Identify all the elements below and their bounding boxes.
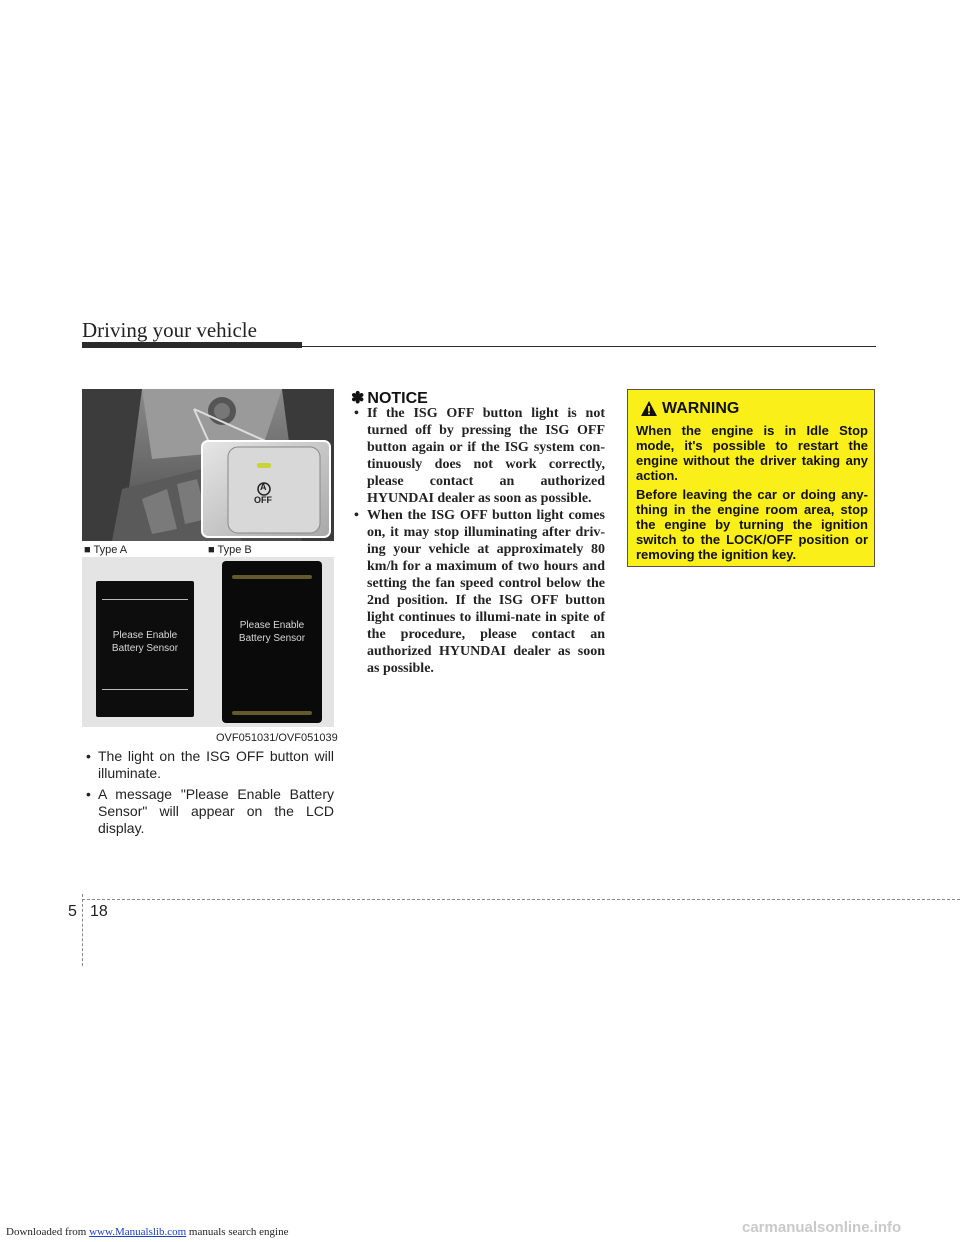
- notice-heading-text: NOTICE: [367, 390, 428, 407]
- lcd-type-a-bottom-line: [102, 689, 188, 690]
- warning-triangle-icon: [640, 400, 658, 418]
- chapter-number: 5: [68, 903, 77, 920]
- lcd-type-b: [222, 561, 322, 723]
- lcd-type-b-bottom-glow: [232, 711, 312, 715]
- result-bullet-list: [82, 748, 334, 841]
- lcd-type-b-top-glow: [232, 575, 312, 579]
- list-item: • If the ISG OFF button light is not turned off by pressing the ISG OFF button again or if the ISG system con-tinuously does not work correctly, please contact an authorized HYUNDAI dealer as soon as possible.: [351, 405, 605, 507]
- page-number: 18: [90, 903, 108, 920]
- download-notice: [6, 1226, 288, 1238]
- list-item: • A message "Please Enable Battery Sensor" will appear on the LCD display.: [82, 786, 334, 837]
- button-letter: A: [260, 482, 267, 492]
- download-suffix: manuals search engine: [186, 1226, 289, 1238]
- notice-asterisk-icon: ✽: [351, 390, 365, 407]
- lcd-type-a: [96, 581, 194, 717]
- warning-box: [627, 389, 875, 567]
- lcd-type-a-top-line: [102, 599, 188, 600]
- dashboard-photo: [82, 389, 334, 541]
- notice-body: [351, 405, 605, 677]
- warning-paragraph-1: When the engine is in Idle Stop mode, it's possible to restart the engine without the driver taking any action.: [636, 423, 868, 483]
- header-bar: [82, 342, 302, 348]
- lcd-type-a-line2: Battery Sensor: [111, 643, 179, 654]
- warning-title: WARNING: [662, 400, 740, 417]
- footer-horizontal-rule: [82, 899, 960, 900]
- footer-vertical-rule: [82, 894, 83, 966]
- watermark-text: carmanualsonline.info: [742, 1219, 902, 1236]
- section-title: Driving your vehicle: [82, 318, 257, 342]
- button-off-label: OFF: [254, 495, 272, 505]
- download-prefix: Downloaded from: [6, 1226, 90, 1238]
- header-rule: [302, 346, 876, 347]
- warning-paragraph-2: Before leaving the car or doing any-thing in the engine room area, stop the engine by turning the ignition switch to the LOCK/OFF position or removing the ignition key.: [636, 487, 868, 562]
- type-a-label: ■ Type A: [84, 544, 128, 556]
- dashboard-illustration: [82, 389, 334, 541]
- lcd-display-photo: [82, 557, 334, 727]
- lcd-type-a-line1: Please Enable: [112, 630, 178, 641]
- lcd-type-b-line2: Battery Sensor: [238, 633, 306, 644]
- photo-caption: OVF051031/OVF051039: [216, 732, 338, 744]
- type-b-label: ■ Type B: [208, 544, 252, 556]
- list-item: • When the ISG OFF button light comes on, it may stop illuminating after driv-ing your vehicle at approximately 80 km/h for a maximum of two hours and setting the fan speed control below the 2nd position. If the ISG OFF button light continues to illumi-nate in spite of the procedure, please contact an authorized HYUNDAI dealer as soon as possible.: [351, 507, 605, 677]
- manualslib-link[interactable]: www.Manualslib.com: [89, 1226, 187, 1238]
- lcd-type-b-line1: Please Enable: [239, 620, 305, 631]
- list-item: • The light on the ISG OFF button will illuminate.: [82, 748, 334, 782]
